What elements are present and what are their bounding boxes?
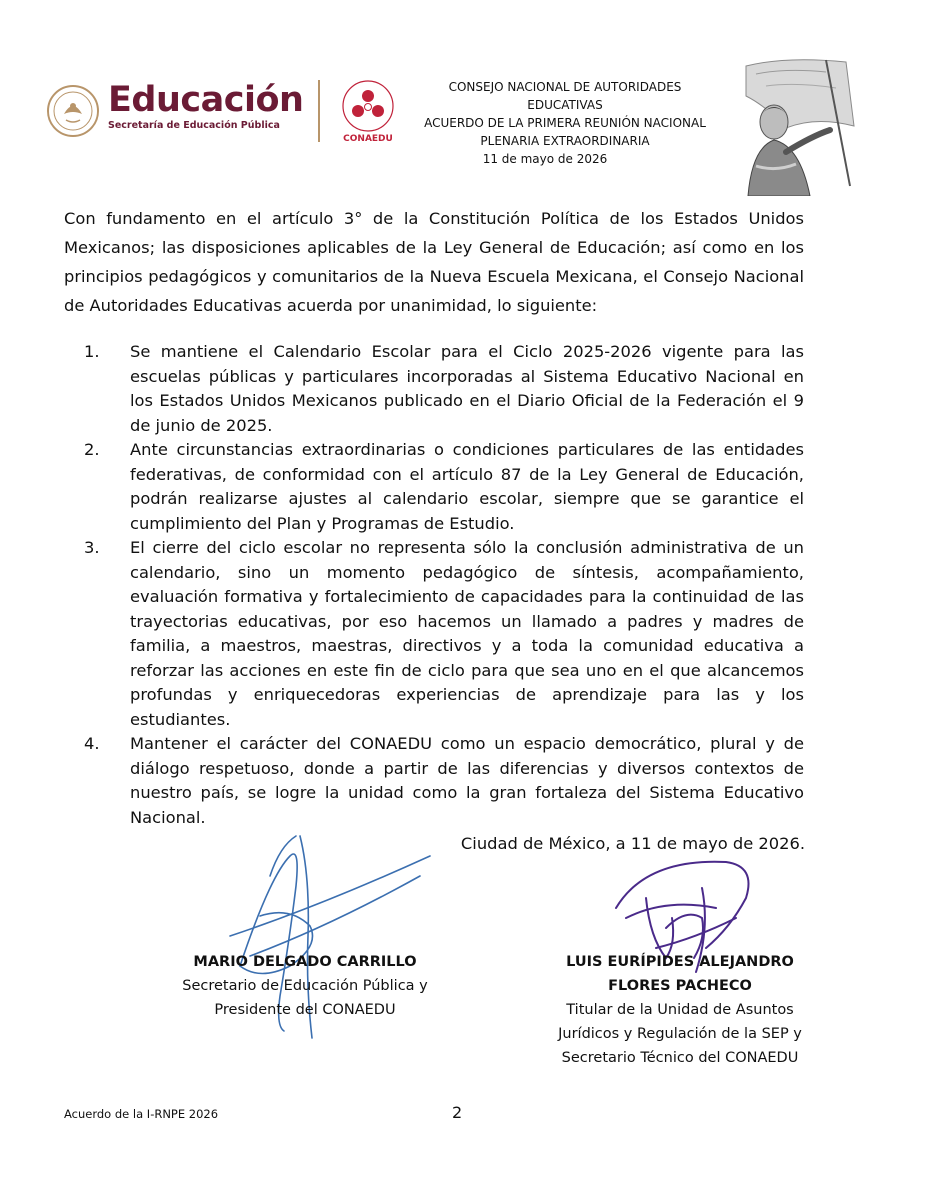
- intro-paragraph: Con fundamento en el artículo 3° de la Constitución Política de los Estados Unidos Mexicanos; las disposiciones aplicables de la Ley General de Educación; así como en los principios pedagógicos y comunitarios de la Nueva Escuela Mexicana, el Consejo Nacional de Autoridades Educativas acuerda por unanimidad, lo siguiente:: [64, 209, 804, 315]
- agreement-item: [64, 438, 804, 536]
- conaedu-logo-text: CONAEDU: [343, 134, 393, 144]
- signatory-title: Jurídicos y Regulación de la SEP y: [558, 1026, 802, 1042]
- agreement-number: 3.: [84, 538, 100, 557]
- header-title-line: EDUCATIVAS: [527, 98, 603, 112]
- signatory-name: FLORES PACHECO: [608, 978, 752, 994]
- signatory-delgado: [160, 950, 450, 1022]
- brand-block: [108, 78, 303, 131]
- national-seal-icon: [46, 84, 100, 138]
- header-logo-group: [46, 78, 406, 148]
- agreement-text: El cierre del ciclo escolar no representa sólo la conclusión administrativa de un calendario, sino un momento pedagógico de síntesis, acompañamiento, evaluación formativa y fortalecimiento de capacidades para la continuidad de las trayectorias educativas, por eso hacemos un llamado a padres y madres de familia, a maestros, maestras, directivos y a toda la comunidad educativa a reforzar las acciones en este fin de ciclo para que sea uno en el que alcancemos profundas y enriquecedoras experiencias de aprendizaje para las y los estudiantes.: [130, 538, 804, 729]
- signatory-name: MARIO DELGADO CARRILLO: [193, 954, 417, 970]
- signatory-title: Secretario Técnico del CONAEDU: [561, 1050, 799, 1066]
- signatory-title: Titular de la Unidad de Asuntos: [566, 1002, 794, 1018]
- logo-divider: [318, 80, 320, 142]
- footer-reference: Acuerdo de la I-RNPE 2026: [64, 1107, 219, 1121]
- brand-name: Educación: [108, 80, 304, 120]
- signatory-flores: [530, 950, 830, 1070]
- header-title-line: CONSEJO NACIONAL DE AUTORIDADES: [448, 80, 682, 94]
- conaedu-logo: [336, 78, 400, 148]
- place-and-date: Ciudad de México, a 11 de mayo de 2026.: [460, 834, 805, 853]
- document-header-title: [405, 78, 725, 168]
- header-title-line: PLENARIA EXTRAORDINARIA: [480, 134, 650, 148]
- header-title-line: ACUERDO DE LA PRIMERA REUNIÓN NACIONAL: [424, 116, 706, 130]
- signatory-name: LUIS EURÍPIDES ALEJANDRO: [566, 954, 794, 970]
- agreement-item: [64, 340, 804, 438]
- conaedu-emblem-icon: [336, 78, 400, 134]
- agreement-text: Mantener el carácter del CONAEDU como un espacio democrático, plural y de diálogo respetuoso, donde a partir de las diferencias y diversos contextos de nuestro país, se logre la unidad como la gran fortaleza del Sistema Educativo Nacional.: [130, 734, 804, 827]
- agreement-number: 2.: [84, 440, 100, 459]
- brand-subtitle: Secretaría de Educación Pública: [108, 120, 280, 131]
- header-date: 11 de mayo de 2026: [482, 152, 608, 166]
- agreements-list: [64, 340, 804, 830]
- woman-with-flag-illustration: [726, 56, 866, 196]
- agreement-text: Se mantiene el Calendario Escolar para el Ciclo 2025-2026 vigente para las escuelas públicas y particulares incorporadas al Sistema Educativo Nacional en los Estados Unidos Mexicanos publicado en el Diario Oficial de la Federación el 9 de junio de 2025.: [130, 342, 804, 435]
- agreement-item: [64, 536, 804, 732]
- agreement-number: 1.: [84, 342, 100, 361]
- agreement-text: Ante circunstancias extraordinarias o condiciones particulares de las entidades federativas, de conformidad con el artículo 87 de la Ley General de Educación, podrán realizarse ajustes al calendario escolar, siempre que se garantice el cumplimiento del Plan y Programas de Estudio.: [130, 440, 804, 533]
- signatory-title: Presidente del CONAEDU: [214, 1002, 396, 1018]
- signatory-title: Secretario de Educación Pública y: [182, 978, 428, 994]
- page-number: 2: [452, 1103, 463, 1122]
- agreement-number: 4.: [84, 734, 100, 753]
